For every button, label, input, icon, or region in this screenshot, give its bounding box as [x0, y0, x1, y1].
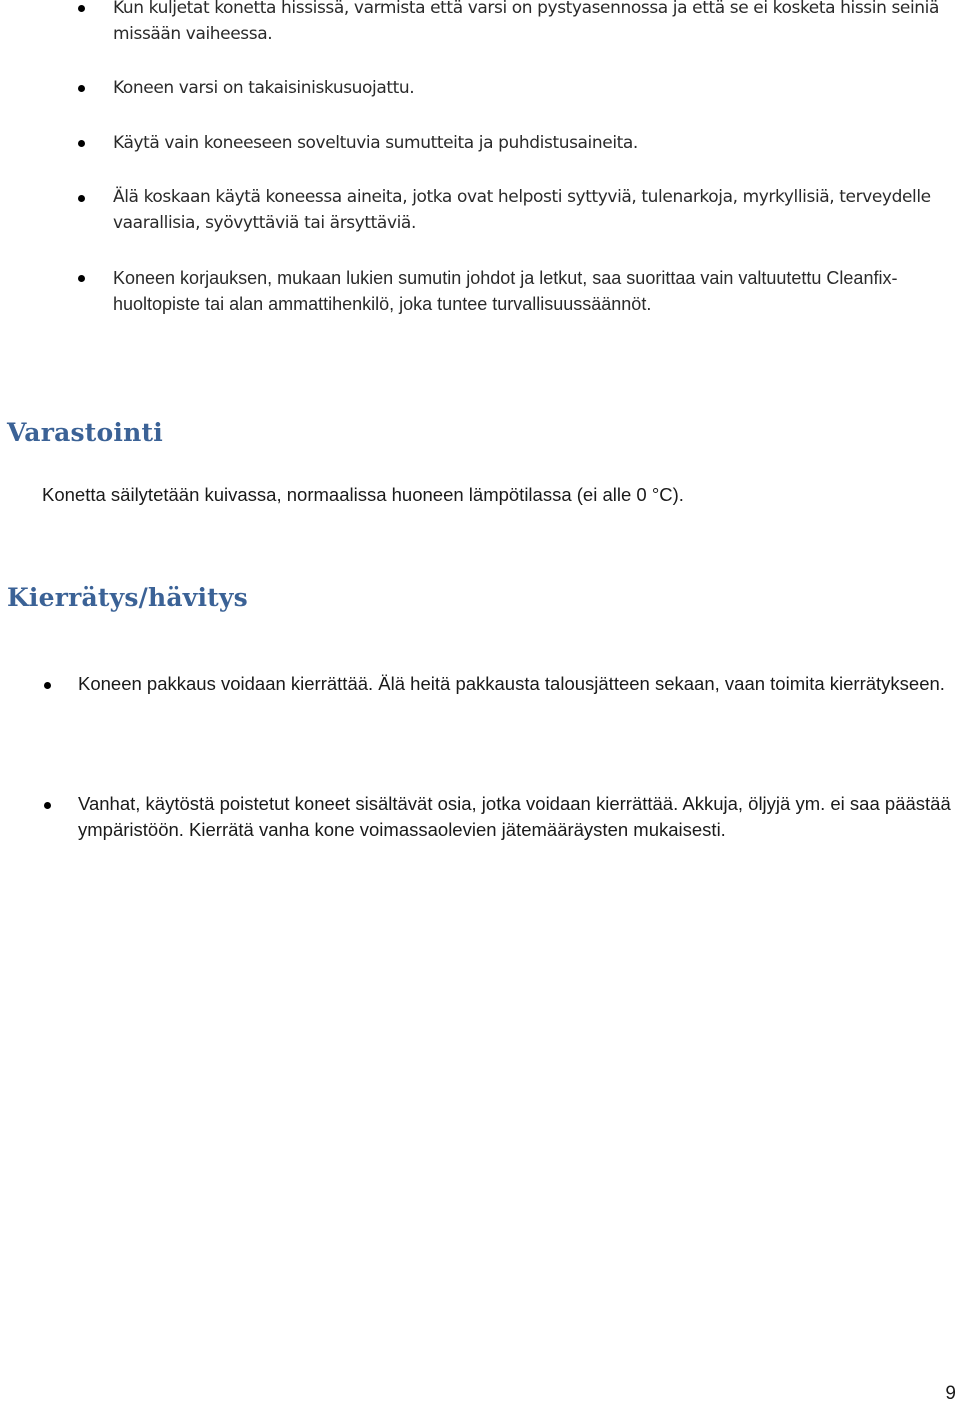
safety-item-text: Älä koskaan käytä koneessa aineita, jotka ovat helposti syttyviä, tulenarkoja, myrkyllisiä, terveydelle vaarallisia, syövyttäviä tai ärsyttäviä.	[113, 187, 931, 233]
bullet-icon	[78, 85, 85, 92]
safety-item-text: Koneen varsi on takaisiniskusuojattu.	[113, 78, 415, 98]
safety-item-text: Koneen korjauksen, mukaan lukien sumutin johdot ja letkut, saa suorittaa vain valtuutettu Cleanfix-huoltopiste tai alan ammattihenkilö, joka tuntee turvallisuussäännöt.	[113, 268, 898, 314]
bullet-icon	[78, 5, 85, 12]
bullet-icon	[78, 195, 85, 202]
storage-text: Konetta säilytetään kuivassa, normaalissa huoneen lämpötilassa (ei alle 0 °C).	[42, 484, 684, 505]
recycling-heading: Kierrätys/hävitys	[7, 583, 248, 612]
recycling-item-text: Vanhat, käytöstä poistetut koneet sisältävät osia, jotka voidaan kierrättää. Akkuja, öljyjä ym. ei saa päästää ympäristöön. Kierrätä vanha kone voimassaolevien jätemääräysten mukaisesti.	[78, 793, 951, 840]
storage-heading: Varastointi	[7, 418, 163, 447]
bullet-icon	[44, 682, 51, 689]
recycling-item-text: Koneen pakkaus voidaan kierrättää. Älä heitä pakkausta talousjätteen sekaan, vaan toimita kierrätykseen.	[78, 673, 945, 694]
bullet-icon	[78, 140, 85, 147]
safety-item-text: Käytä vain koneeseen soveltuvia sumutteita ja puhdistusaineita.	[113, 133, 638, 153]
bullet-icon	[78, 275, 85, 282]
page-number: 9	[945, 1383, 956, 1404]
bullet-icon	[44, 802, 51, 809]
safety-item-text: Kun kuljetat konetta hississä, varmista että varsi on pystyasennossa ja että se ei kosketa hissin seiniä missään vaiheessa.	[113, 0, 940, 44]
